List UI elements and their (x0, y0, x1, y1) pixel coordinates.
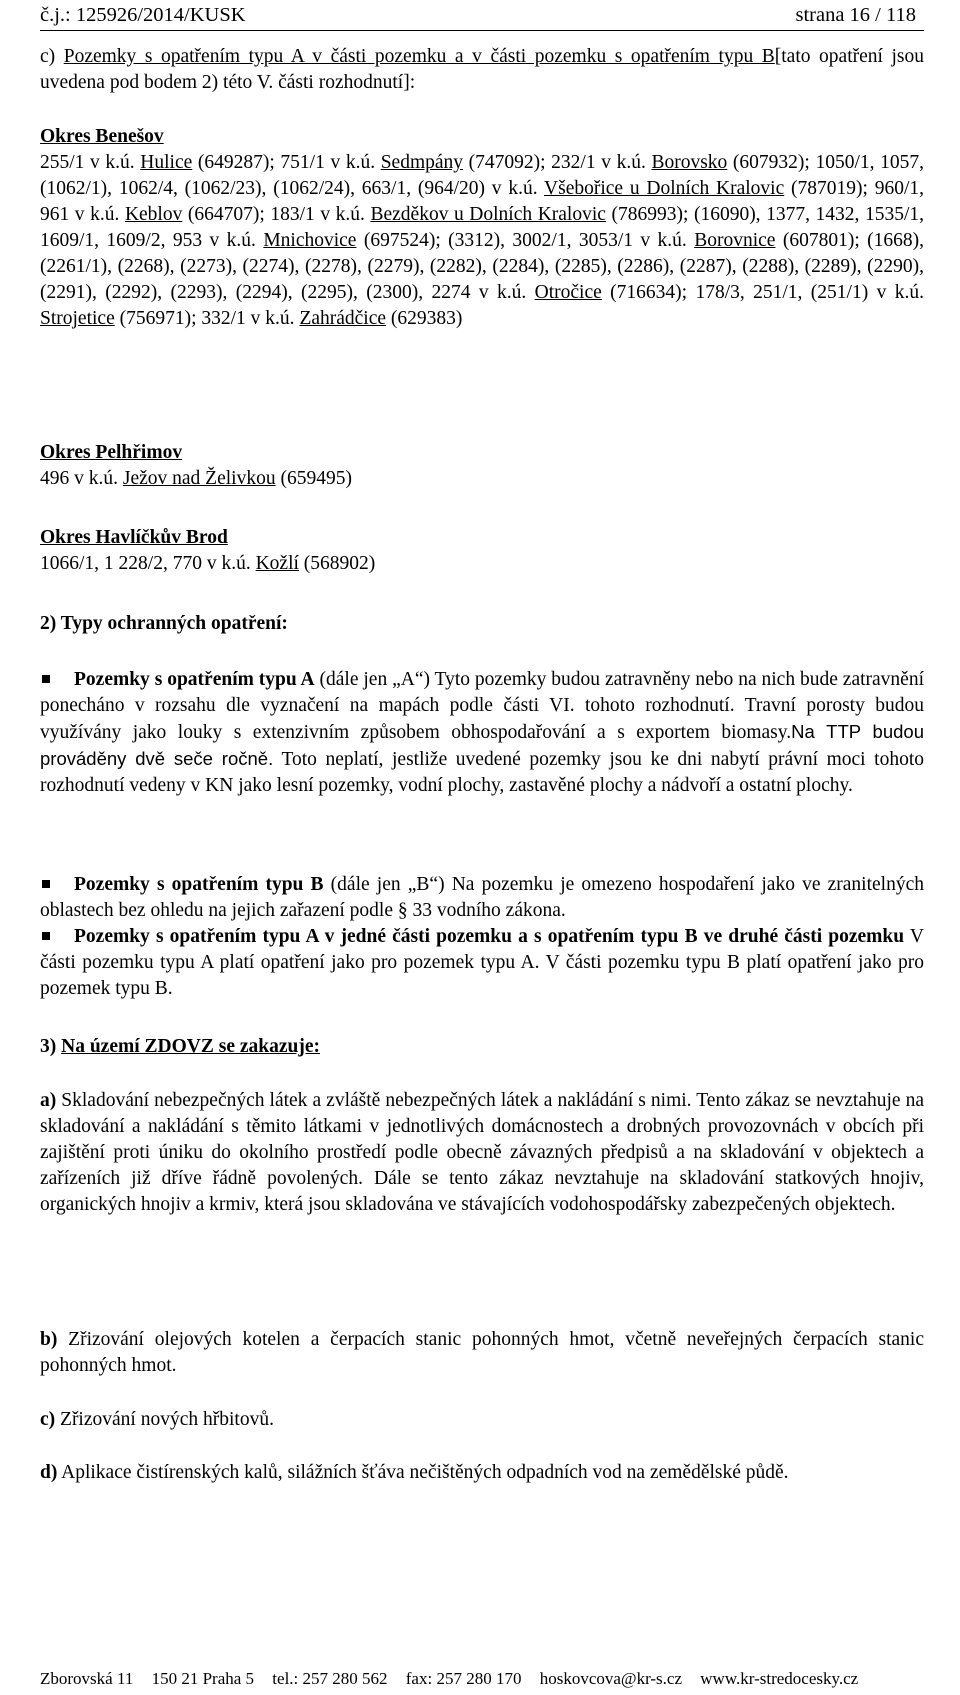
cadastre-jezov: Ježov nad Želivkou (122, 468, 276, 489)
header-rule (40, 30, 924, 31)
cadastre-otrocice: Otročice (534, 282, 602, 303)
footer-fax: fax: 257 280 170 (405, 1669, 522, 1688)
prohibition-c: c) Zřizování nových hřbitovů. (40, 1409, 274, 1430)
cadastre-hulice: Hulice (140, 152, 193, 173)
prohibition-a: a) Skladování nebezpečných látek a zvláště nebezpečných látek a nakládání s nimi. Tento zákaz se nevztahuje na skladování a nakládání s těmito látkami v jednotlivých domácnostech a drobných provozovnách v obcích při zajištění proti úniku do okolního prostředí podle obecně závazných předpisů a na skladování v objektech a zařízeních již dříve řádně povolených. Dále se tento zákaz nevztahuje na skladování statkových hnojiv, organických hnojiv a krmiv, která jsou skladována ve stávajících vodohospodářsky zabezpečených objektech. (40, 1090, 924, 1215)
measure-type-a-title: Pozemky s opatřením typu A (74, 669, 315, 690)
cadastre-borovnice: Borovnice (694, 230, 776, 251)
page-footer (40, 1668, 924, 1690)
district-benesov-heading: Okres Benešov (40, 126, 164, 147)
footer-email: hoskovcova@kr-s.cz (539, 1669, 683, 1688)
district-havlickuv-heading: Okres Havlíčkův Brod (40, 527, 228, 548)
prohibition-d: d) Aplikace čistírenských kalů, silážních šťáva nečištěných odpadních vod na zemědělské půdě. (40, 1462, 789, 1483)
district-benesov-parcels: 255/1 v k.ú. Hulice (649287); 751/1 v k.ú. Sedmpány (747092); 232/1 v k.ú. Borovsko (607932); 1050/1, 1057, (1062/1), 1062/4, (1062/23), (1062/24), 663/1, (964/20) v k.ú. Všebořice u Dolních Kralovic (787019); 960/1, 961 v k.ú. Keblov (664707); 183/1 v k.ú. Bezděkov u Dolních Kralovic (786993); (16090), 1377, 1432, 1535/1, 1609/1, 1609/2, 953 v k.ú. Mnichovice (697524); (3312), 3002/1, 3053/1 v k.ú. Borovnice (607801); (1668), (2261/1), (2268), (2273), (2274), (2278), (2279), (2282), (2284), (2285), (2286), (2287), (2288), (2289), (2290), (2291), (2292), (2293), (2294), (2295), (2300), 2274 v k.ú. Otročice (716634); 178/3, 251/1, (251/1) v k.ú. Strojetice (756971); 332/1 v k.ú. Zahrádčice (629383) (40, 152, 925, 329)
prohibition-b-label: b) (40, 1329, 58, 1350)
reference-number: č.j.: 125926/2014/KUSK (40, 4, 246, 26)
cadastre-zahradcice: Zahrádčice (299, 308, 387, 329)
prohibition-c-label: c) (40, 1409, 56, 1430)
measure-type-b: Pozemky s opatřením typu B (dále jen „B“) Na pozemku je omezeno hospodaření jako ve zranitelných oblastech bez ohledu na jejich zařazení podle § 33 vodního zákona. (40, 874, 924, 921)
cadastre-borovsko: Borovsko (651, 152, 728, 173)
section-2-heading: 2) Typy ochranných opatření: (40, 613, 288, 634)
prohibition-d-label: d) (40, 1462, 58, 1483)
district-pelhrimov-heading: Okres Pelhřimov (40, 442, 183, 463)
cadastre-sedmpany: Sedmpány (380, 152, 464, 173)
footer-website: www.kr-stredocesky.cz (700, 1669, 859, 1688)
section-c-heading: c) Pozemky s opatřením typu A v části pozemku a v části pozemku s opatřením typu B[tato opatření jsou uvedena pod bodem 2) této V. části rozhodnutí]: (40, 46, 925, 93)
prohibition-b: b) Zřizování olejových kotelen a čerpacích stanic pohonných hmot, včetně neveřejných čerpacích stanic pohonných hmot. (40, 1329, 924, 1376)
measure-type-b-title: Pozemky s opatřením typu B (74, 874, 324, 895)
district-havlickuv-parcels: 1066/1, 1 228/2, 770 v k.ú. Kožlí (568902) (40, 553, 376, 574)
bullet-icon (42, 880, 50, 888)
cadastre-kozli: Kožlí (255, 553, 299, 574)
section-3-title: Na území ZDOVZ se zakazuje: (61, 1036, 321, 1057)
bullet-icon (42, 675, 50, 683)
prohibition-a-label: a) (40, 1090, 57, 1111)
mowing-note: Na TTP budou prováděny dvě seče ročně. (40, 721, 924, 769)
cadastre-mnichovice: Mnichovice (263, 230, 357, 251)
footer-city: 150 21 Praha 5 (151, 1669, 255, 1688)
footer-address: Zborovská 11 (40, 1669, 134, 1688)
measure-type-a: Pozemky s opatřením typu A (dále jen „A“) Tyto pozemky budou zatravněny nebo na nich bude zatravnění ponecháno v rozsahu dle vyznačení na mapách podle části VI. tohoto rozhodnutí. Travní porosty budou využívány jako louky s extenzivním způsobem obhospodařování a s exportem biomasy.Na TTP budou prováděny dvě seče ročně. Toto neplatí, jestliže uvedené pozemky jsou ke dni nabytí právní moci tohoto rozhodnutí vedeny v KN jako lesní pozemky, vodní plochy, zastavěné plochy a nádvoří a ostatní plochy. (40, 669, 925, 796)
cadastre-strojetice: Strojetice (40, 308, 115, 329)
cadastre-bezdekov: Bezděkov u Dolních Kralovic (370, 204, 606, 225)
section-3-heading: 3) Na území ZDOVZ se zakazuje: (40, 1036, 321, 1057)
page-number: strana 16 / 118 (795, 4, 916, 26)
cadastre-seborice: Všebořice u Dolních Kralovic (544, 178, 785, 199)
measure-type-ab: Pozemky s opatřením typu A v jedné části pozemku a s opatřením typu B ve druhé části pozemku V části pozemku typu A platí opatření jako pro pozemek typu A. V části pozemku typu B platí opatření jako pro pozemek typu B. (40, 926, 924, 999)
bullet-icon (42, 932, 50, 940)
measure-type-ab-title: Pozemky s opatřením typu A v jedné části pozemku a s opatřením typu B ve druhé části pozemku (74, 926, 905, 947)
cadastre-keblov: Keblov (124, 204, 183, 225)
section-c-title: Pozemky s opatřením typu A v části pozemku a v části pozemku s opatřením typu B (63, 46, 775, 67)
footer-phone: tel.: 257 280 562 (272, 1669, 388, 1688)
district-pelhrimov-parcels: 496 v k.ú. Ježov nad Želivkou (659495) (40, 468, 352, 489)
